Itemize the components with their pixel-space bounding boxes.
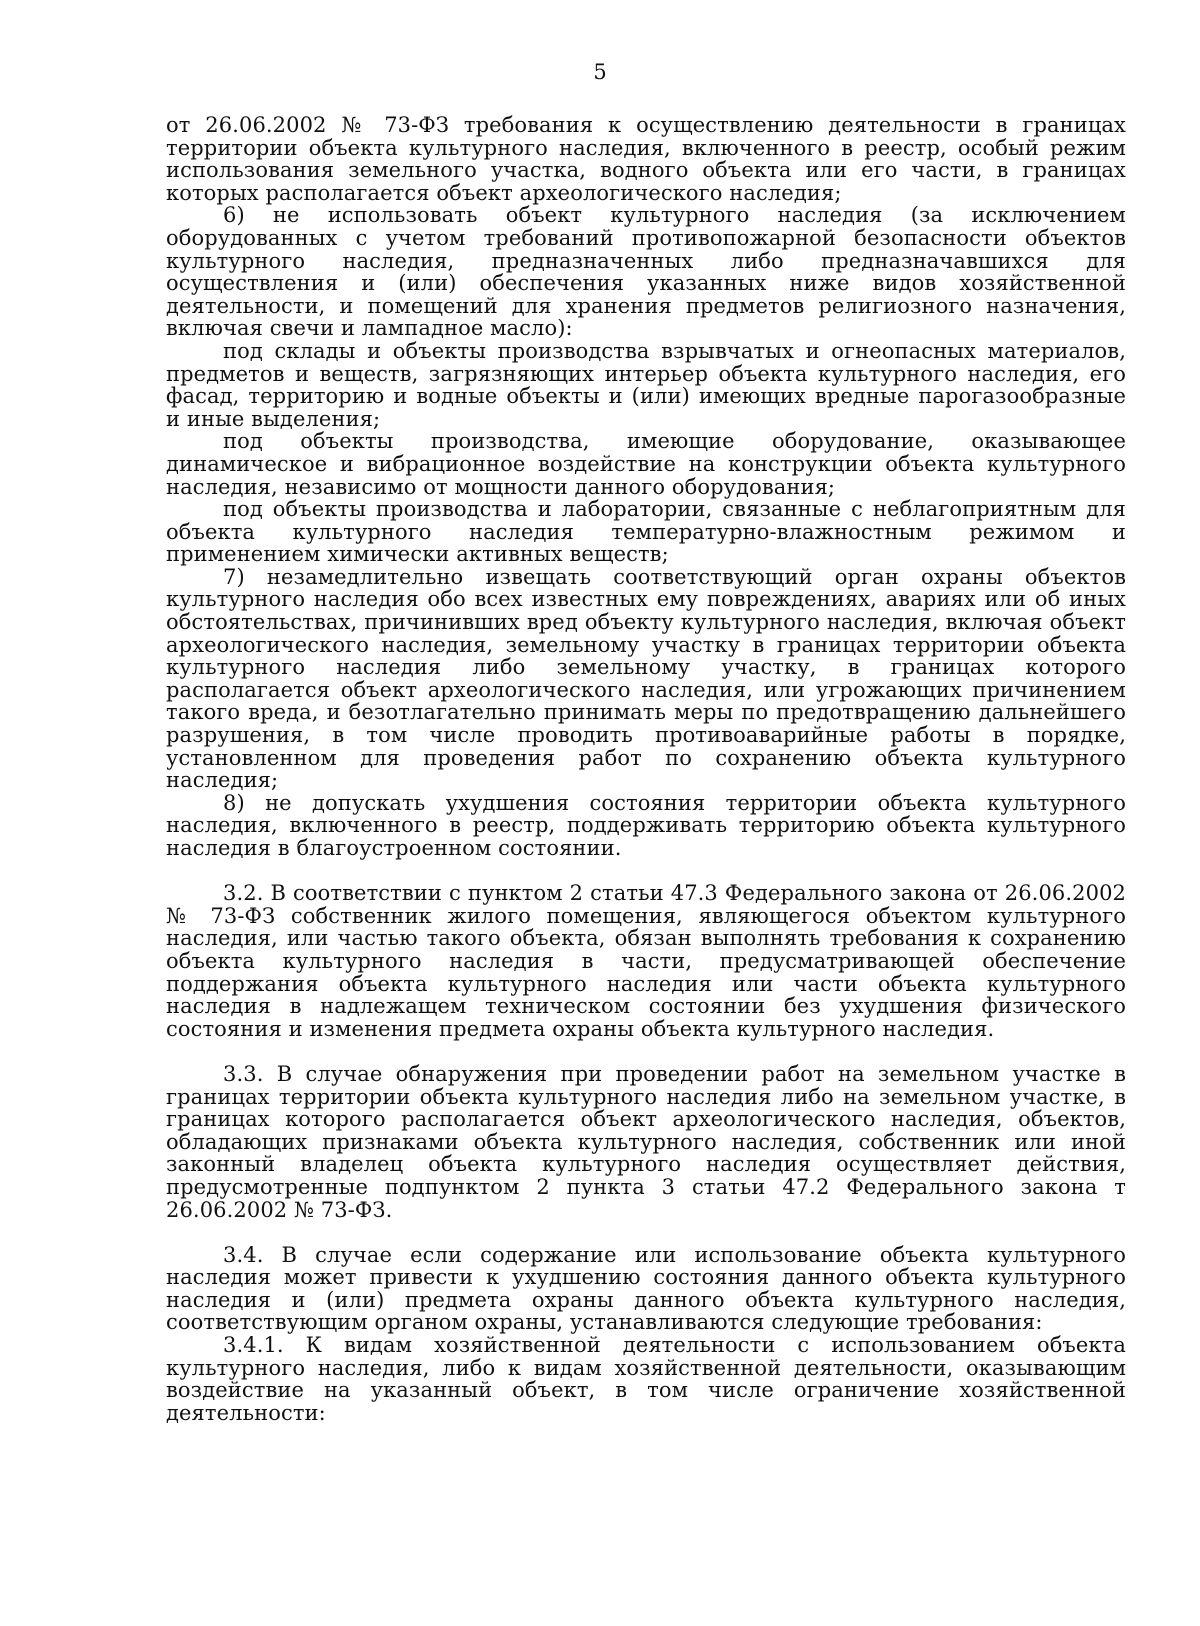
page-number: 5 bbox=[593, 60, 607, 84]
paragraph-requirements-continuation: от 26.06.2002 № 73-ФЗ требования к осуществлению деятельности в границах территории объекта культурного наследия, включенного в реестр, особый режим использования земельного участка, водного объекта или его части, в границах которых располагается объект археологического наследия; bbox=[166, 113, 1126, 205]
paragraph-section-3-4: 3.4. В случае если содержание или использование объекта культурного наследия может привести к ухудшению состояния данного объекта культурного наследия и (или) предмета охраны данного объекта культурного наследия, соответствующим органом охраны, устанавливаются следующие требования: bbox=[166, 1242, 1126, 1335]
paragraph-laboratories: под объекты производства и лаборатории, связанные с неблагоприятным для объекта культурного наследия температурно-влажностным режимом и применением химически активных веществ; bbox=[166, 497, 1126, 567]
paragraph-section-3-3: 3.3. В случае обнаружения при проведении работ на земельном участке в границах территории объекта культурного наследия либо на земельном участке, в границах которого располагается объект археологического наследия, объектов, обладающих признаками объекта культурного наследия, собственник или иной законный владелец объекта культурного наследия осуществляет действия, предусмотренные подпунктом 2 пункта 3 статьи 47.2 Федерального закона т 26.06.2002 № 73-ФЗ. bbox=[166, 1061, 1126, 1222]
paragraph-item-8: 8) не допускать ухудшения состояния территории объекта культурного наследия, включенного в реестр, поддерживать территорию объекта культурного наследия в благоустроенном состоянии. bbox=[166, 790, 1126, 860]
paragraph-section-3-2: 3.2. В соответствии с пунктом 2 статьи 47.3 Федерального закона от 26.06.2002 № 73-ФЗ собственник жилого помещения, являющегося объектом культурного наследия, или частью такого объекта, обязан выполнять требования к сохранению объекта культурного наследия в части, предусматривающей обеспечение поддержания объекта культурного наследия или части объекта культурного наследия в надлежащем техническом состоянии без ухудшения физического состояния и изменения предмета охраны объекта культурного наследия. bbox=[166, 881, 1126, 1041]
paragraph-section-3-4-1: 3.4.1. К видам хозяйственной деятельности с использованием объекта культурного наследия, либо к видам хозяйственной деятельности, оказывающим воздействие на указанный объект, в том числе ограничение хозяйственной деятельности: bbox=[166, 1333, 1126, 1425]
document-body bbox=[166, 114, 1126, 1424]
paragraph-production-objects: под объекты производства, имеющие оборудование, оказывающее динамическое и вибрационное воздействие на конструкции объекта культурного наследия, независимо от мощности данного оборудования; bbox=[166, 429, 1126, 499]
paragraph-item-6: 6) не использовать объект культурного наследия (за исключением оборудованных с учетом требований противопожарной безопасности объектов культурного наследия, предназначенных либо предназначавшихся для осуществления и (или) обеспечения указанных ниже видов хозяйственной деятельности, и помещений для хранения предметов религиозного назначения, включая свечи и лампадное масло): bbox=[166, 203, 1126, 341]
paragraph-item-7: 7) незамедлительно извещать соответствующий орган охраны объектов культурного наследия обо всех известных ему повреждениях, авариях или об иных обстоятельствах, причинивших вред объекту культурного наследия, включая объект археологического наследия, земельному участку в границах территории объекта культурного наследия либо земельному участку, в границах которого располагается объект археологического наследия, или угрожающих причинением такого вреда, и безотлагательно принимать меры по предотвращению дальнейшего разрушения, в том числе проводить противоаварийные работы в порядке, установленном для проведения работ по сохранению объекта культурного наследия; bbox=[166, 564, 1126, 793]
paragraph-warehouses: под склады и объекты производства взрывчатых и огнеопасных материалов, предметов и веществ, загрязняющих интерьер объекта культурного наследия, его фасад, территорию и водные объекты и (или) имеющих вредные парогазообразные и иные выделения; bbox=[166, 338, 1126, 431]
